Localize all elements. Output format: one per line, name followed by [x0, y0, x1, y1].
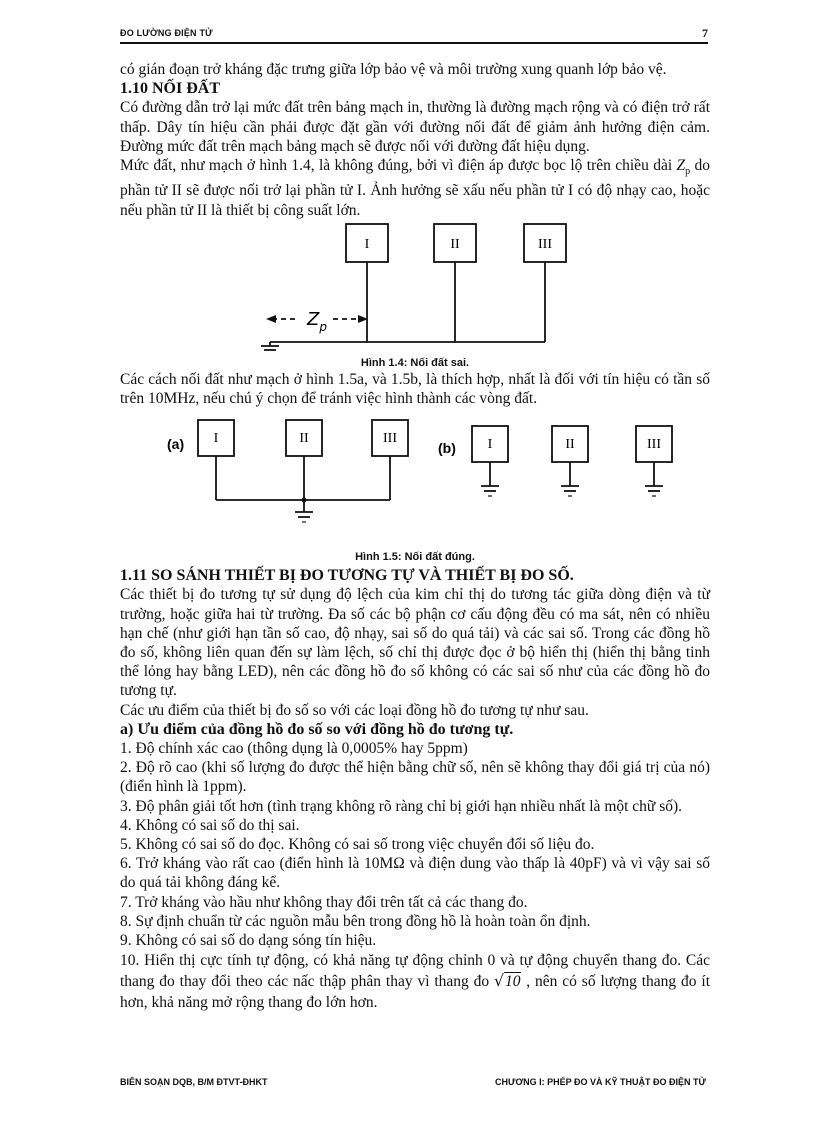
junction-dot: [302, 498, 307, 503]
text-run: do phần tử II sẽ được nối trở lại phần tử I. Ảnh hưởng sẽ xấu nếu phần tử I có độ nhạy cao, hoặc nếu phần tử II là thiết bị công suất lớn.: [120, 157, 710, 219]
text-run: Mức đất, như mạch ở hình 1.4, là không đúng, bởi vì điện áp được bọc lộ trên chiều dài: [120, 157, 677, 175]
page-body: [120, 60, 710, 1013]
section-heading-1-11: 1.11 SO SÁNH THIẾT BỊ ĐO TƯƠNG TỰ VÀ THIẾT BỊ ĐO SỐ.: [120, 567, 574, 585]
figure-1-4-caption: Hình 1.4: Nối đất sai.: [360, 356, 470, 369]
zp-symbol: Z: [307, 308, 320, 330]
list-item: 7. Trở kháng vào hầu như không thay đổi trên tất cả các thang đo.: [120, 893, 528, 911]
element-II-label: II: [450, 236, 460, 252]
page-number: 7: [702, 26, 708, 40]
header-title: ĐO LƯỜNG ĐIỆN TỬ: [120, 28, 213, 38]
paragraph: có gián đoạn trở kháng đặc trưng giữa lớp bảo vệ và môi trường xung quanh lớp bảo vệ.: [120, 61, 667, 78]
text-run: , nên có số lượng thang đo ít hơn, khả năng mở rộng thang đo lớn hơn.: [120, 973, 710, 1012]
b-element-II-label: II: [565, 437, 575, 453]
list-item: 4. Không có sai số do thị sai.: [120, 816, 300, 834]
section-heading-1-10: 1.10 NỐI ĐẤT: [120, 80, 221, 98]
label-a: (a): [167, 436, 185, 453]
list-item: 8. Sự định chuẩn từ các nguồn mẫu bên trong đồng hồ là hoàn toàn ổn định.: [120, 912, 591, 930]
element-I-label: I: [364, 236, 370, 252]
a-element-II-label: II: [299, 431, 309, 447]
b-element-I-label: I: [487, 437, 493, 453]
text-run: 10. Hiển thị cực tính tự động, có khả năng tự động chỉnh 0 và tự động chuyển thang đo. Các thang đo thay đổi theo các nấc thập phân thay vì thang đo: [120, 952, 710, 991]
b-element-III-label: III: [647, 437, 661, 453]
list-item: 3. Độ phân giải tốt hơn (tình trạng không rõ ràng chỉ bị giới hạn nhiều nhất là một chữ số).: [120, 797, 683, 815]
list-item: [120, 950, 710, 1013]
paragraph: Các cách nối đất như mạch ở hình 1.5a, và 1.5b, là thích hợp, nhất là đối với tín hiệu có tần số trên 10MHz, nếu chú ý chọn để tránh việc hình thành các vòng đất.: [120, 370, 710, 407]
label-b: (b): [438, 440, 456, 457]
footer-right: CHƯƠNG I: PHÉP ĐO VÀ KỸ THUẬT ĐO ĐIỆN TỬ: [495, 1077, 706, 1087]
figure-1-5-caption: Hình 1.5: Nối đất đúng.: [355, 551, 475, 564]
sqrt-radicand: 10: [504, 973, 521, 991]
zp-subscript: p: [319, 319, 327, 334]
list-item: 1. Độ chính xác cao (thông dụng là 0,0005% hay 5ppm): [120, 739, 468, 757]
zp-subscript: p: [685, 166, 691, 178]
figure-1-5: [120, 408, 710, 566]
paragraph: Các ưu điểm của thiết bị đo số so với các loại đồng hồ đo tương tự như sau.: [120, 701, 589, 719]
list-item: 2. Độ rõ cao (khi số lượng đo được thể hiện bằng chữ số, nên sẽ không thay đổi giá trị của nó) (điển hình là 1ppm).: [120, 759, 710, 796]
zp-label: [306, 309, 327, 334]
sqrt-10-symbol: √10: [494, 972, 521, 991]
zp-symbol: Z: [676, 157, 686, 175]
list-item: 5. Không có sai số do đọc. Không có sai số trong việc chuyển đổi số liệu đo.: [120, 835, 595, 853]
page-header: [120, 24, 708, 44]
figure-1-4: [120, 220, 710, 370]
footer-left: BIÊN SOẠN DQB, B/M ĐTVT-ĐHKT: [120, 1077, 268, 1087]
list-item: 6. Trở kháng vào rất cao (điển hình là 10MΩ và điện dung vào thấp là 40pF) và vì vậy sai số do quá tải không đáng kể.: [120, 855, 710, 892]
paragraph: Các thiết bị đo tương tự sử dụng độ lệch của kim chỉ thị do tương tác giữa dòng điện và từ trường, hoặc giữa hai từ trường. Đa số các bộ phận cơ cấu động đều có ma sát, nên có nhiều hạn chế (như giới hạn tần số cao, độ nhạy, sai số do quá tải) và các sai số. Trong các đồng hồ đo số, không liên quan đến sự làm lệch, số chỉ thị được đọc ở bộ hiển thị (hiển thị bằng tinh thể lỏng hay bằng LED), nên các đồng hồ đo số không có các sai số như của các đồng hồ đo tương tự.: [120, 586, 710, 700]
paragraph: [120, 156, 710, 220]
paragraph: Có đường dẫn trở lại mức đất trên bảng mạch in, thường là đường mạch rộng và có điện trở rất thấp. Dây tín hiệu cần phải được đặt gần với đường nối đất để giảm ảnh hưởng điện cảm. Đường mức đất trên mạch bảng mạch sẽ được nối với đường đất hiệu dụng.: [120, 99, 710, 155]
subheading-advantages: a) Ưu điểm của đồng hồ đo số so với đồng hồ đo tương tự.: [120, 720, 514, 738]
a-element-I-label: I: [213, 431, 219, 447]
list-item: 9. Không có sai số do dạng sóng tín hiệu.: [120, 931, 377, 949]
element-III-label: III: [538, 236, 552, 252]
figure-1-4-diagram: [120, 220, 710, 352]
a-element-III-label: III: [383, 431, 397, 447]
figure-1-5-diagram: [120, 408, 710, 546]
